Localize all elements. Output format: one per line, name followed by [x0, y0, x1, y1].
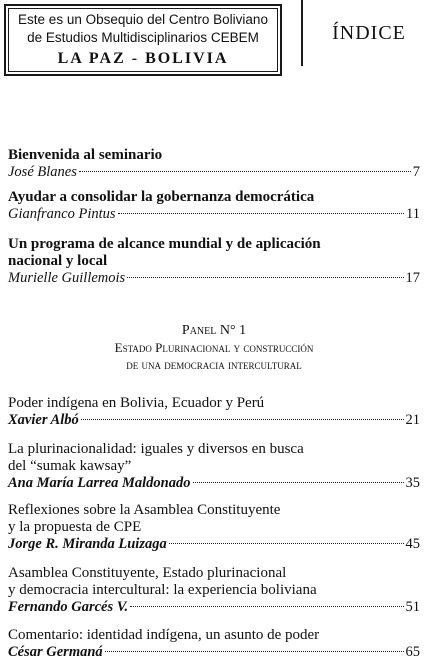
entry-title: Poder indígena en Bolivia, Ecuador y Perú — [8, 395, 265, 411]
entry-title-line-1: Un programa de alcance mundial y de aplicación — [8, 236, 321, 252]
dot-leader — [193, 482, 404, 483]
page-title: ÍNDICE — [332, 22, 406, 44]
entry-title-line-2: del “sumak kawsay” — [8, 458, 132, 474]
dot-leader — [127, 277, 403, 278]
entry-author-row — [8, 270, 420, 287]
entry-author: José Blanes — [8, 164, 77, 180]
entry-author: Gianfranco Pintus — [8, 206, 116, 222]
entry-author-row — [8, 206, 420, 223]
entry-page: 21 — [405, 412, 420, 428]
entry-page: 45 — [405, 536, 420, 552]
entry-author-row — [8, 475, 420, 492]
entry-title-line-1: Asamblea Constituyente, Estado plurinacional — [8, 565, 287, 581]
entry-author-row — [8, 164, 420, 181]
dot-leader — [118, 213, 404, 214]
stamp-line-1: Este es un Obsequio del Centro Boliviano — [18, 12, 268, 27]
entry-title-line-1: Reflexiones sobre la Asamblea Constituyente — [8, 502, 281, 518]
entry-title: Bienvenida al seminario — [8, 147, 163, 163]
entry-author-row — [8, 599, 420, 616]
entry-page: 11 — [406, 206, 420, 222]
header-divider — [301, 0, 303, 66]
toc-entry-programa — [8, 236, 420, 287]
entry-author: Jorge R. Miranda Luizaga — [8, 536, 167, 552]
dot-leader — [169, 543, 404, 544]
dot-leader — [105, 651, 404, 652]
stamp-line-3: LA PAZ - BOLIVIA — [57, 50, 229, 67]
toc-entry-asamblea — [8, 565, 420, 616]
toc-entry-plurinacionalidad — [8, 441, 420, 492]
entry-page: 35 — [405, 475, 420, 491]
entry-page: 7 — [412, 164, 420, 180]
entry-author-row — [8, 536, 420, 553]
panel-label: Panel N° 1 — [181, 323, 247, 338]
entry-author: César Germaná — [8, 644, 103, 660]
toc-entry-gobernanza — [8, 189, 420, 223]
entry-author-row — [8, 412, 420, 429]
dot-leader — [79, 171, 411, 172]
panel-heading — [0, 322, 428, 373]
toc-entry-comentario — [8, 627, 420, 661]
stamp-line-2: de Estudios Multidisciplinarios CEBEM — [27, 30, 259, 45]
entry-author: Xavier Albó — [8, 412, 79, 428]
entry-title-line-2: nacional y local — [8, 253, 108, 269]
entry-author: Murielle Guillemois — [8, 270, 126, 286]
entry-author: Fernando Garcés V. — [8, 599, 129, 615]
dot-leader — [130, 606, 403, 607]
entry-title-line-2: y democracia intercultural: la experiencia boliviana — [8, 582, 317, 598]
toc-entry-reflexiones — [8, 502, 420, 553]
entry-title-line-1: La plurinacionalidad: iguales y diversos en busca — [8, 441, 304, 457]
library-stamp — [4, 4, 282, 76]
toc-entry-poder-indigena — [8, 395, 420, 429]
entry-title: Ayudar a consolidar la gobernanza democrática — [8, 189, 315, 205]
dot-leader — [81, 419, 404, 420]
toc-entry-bienvenida — [8, 147, 420, 181]
entry-page: 65 — [405, 644, 420, 660]
panel-subtitle-line-2: de una democracia intercultural — [126, 357, 302, 372]
entry-author: Ana María Larrea Maldonado — [8, 475, 191, 491]
entry-title-line-2: y la propuesta de CPE — [8, 519, 142, 535]
panel-subtitle-line-1: Estado Plurinacional y construcción — [114, 340, 314, 355]
entry-author-row — [8, 644, 420, 661]
entry-title: Comentario: identidad indígena, un asunto de poder — [8, 627, 320, 643]
entry-page: 51 — [405, 599, 420, 615]
entry-page: 17 — [405, 270, 420, 286]
